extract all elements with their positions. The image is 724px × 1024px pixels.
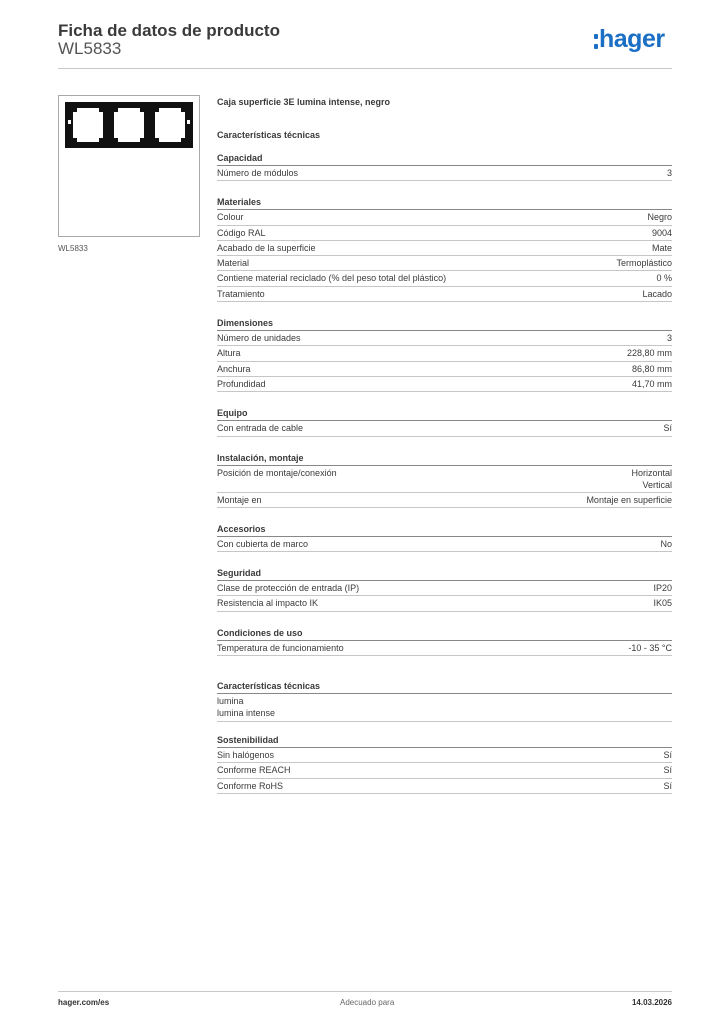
spec-value-line: Sí — [663, 780, 672, 791]
spec-value — [647, 211, 672, 223]
spec-section — [217, 567, 672, 612]
footer-website-link[interactable]: hager.com/es — [58, 998, 110, 1007]
spec-value — [631, 467, 672, 491]
sustainability-section — [217, 734, 672, 794]
product-name: Caja superficie 3E lumina intense, negro — [217, 97, 391, 107]
features-list — [217, 694, 672, 722]
section-title: Accesorios — [217, 523, 672, 537]
frame-3-gang-icon — [59, 96, 199, 236]
spec-value-line: Sí — [663, 750, 672, 761]
spec-label: Posición de montaje/conexión — [217, 467, 337, 478]
spec-row — [217, 596, 672, 611]
logo-text: hager — [599, 25, 665, 53]
spec-value — [663, 764, 672, 776]
spec-label: Número de unidades — [217, 333, 301, 344]
spec-label: Conforme REACH — [217, 765, 291, 776]
spec-value — [652, 227, 672, 239]
spec-section — [217, 317, 672, 392]
spec-value — [660, 538, 672, 550]
spec-value — [652, 242, 672, 254]
spec-value-line: Vertical — [642, 479, 672, 490]
spec-row — [217, 779, 672, 794]
spec-value — [667, 332, 672, 344]
spec-label: Número de módulos — [217, 168, 299, 178]
spec-value — [663, 780, 672, 792]
spec-sections — [217, 152, 672, 656]
section-title: Condiciones de uso — [217, 627, 672, 641]
spec-content — [217, 96, 672, 794]
page-title: Ficha de datos de producto — [58, 21, 280, 40]
spec-value — [642, 288, 672, 300]
spec-row — [217, 226, 672, 241]
spec-value — [667, 167, 672, 179]
feature-item: lumina — [217, 696, 244, 707]
spec-value-line: 41,70 mm — [631, 378, 672, 389]
spec-value-line: 9004 — [651, 227, 672, 238]
spec-row — [217, 287, 672, 302]
spec-section — [217, 452, 672, 508]
spec-label: Altura — [217, 348, 241, 359]
spec-section — [217, 407, 672, 436]
spec-value-line: Negro — [647, 212, 672, 223]
spec-row — [217, 537, 672, 552]
spec-row — [217, 271, 672, 286]
spec-row — [217, 362, 672, 377]
spec-value-line: 228,80 mm — [626, 348, 672, 359]
spec-value — [586, 494, 672, 506]
spec-label: Conforme RoHS — [217, 780, 284, 791]
footer-suitable-for: Adecuado para — [340, 998, 395, 1007]
features-title: Características técnicas — [217, 680, 672, 694]
spec-section — [217, 152, 672, 181]
spec-section — [217, 627, 672, 656]
spec-value — [616, 257, 672, 269]
sustainability-rows — [217, 748, 672, 794]
spec-value — [663, 749, 672, 761]
spec-row — [217, 241, 672, 256]
spec-label: Sin halógenos — [217, 750, 275, 761]
spec-label: Colour — [217, 212, 244, 223]
spec-row — [217, 210, 672, 225]
spec-row — [217, 493, 672, 508]
spec-value-line: Sí — [663, 423, 672, 434]
spec-value-line: -10 - 35 °C — [628, 642, 672, 653]
spec-label: Clase de protección de entrada (IP) — [217, 583, 360, 594]
spec-value — [632, 363, 672, 375]
spec-label: Con cubierta de marco — [217, 538, 309, 549]
spec-label: Anchura — [217, 363, 251, 374]
section-title: Equipo — [217, 407, 672, 421]
product-code: WL5833 — [58, 39, 122, 58]
features-section — [217, 680, 672, 722]
spec-label: Contiene material reciclado (% del peso total del plástico) — [217, 273, 447, 284]
spec-label: Resistencia al impacto IK — [217, 598, 319, 609]
spec-label: Con entrada de cable — [217, 423, 304, 434]
spec-row — [217, 763, 672, 778]
spec-label: Profundidad — [217, 378, 266, 389]
spec-label: Tratamiento — [217, 288, 265, 299]
spec-value-line: Montaje en superficie — [586, 494, 672, 505]
spec-value-line: No — [660, 538, 672, 549]
spec-label: Montaje en — [217, 494, 262, 505]
spec-value-line: 86,80 mm — [631, 363, 672, 374]
spec-row — [217, 641, 672, 656]
spec-value-line: Sí — [663, 765, 672, 776]
tech-heading: Características técnicas — [217, 130, 321, 140]
spec-value-line: Lacado — [642, 288, 672, 299]
spec-row — [217, 581, 672, 596]
spec-label: Temperatura de funcionamiento — [217, 642, 344, 653]
spec-value-line: IK05 — [653, 598, 672, 609]
spec-value — [653, 582, 672, 594]
spec-row — [217, 166, 672, 181]
spec-value — [628, 642, 672, 654]
header-divider — [58, 68, 672, 69]
spec-row — [217, 421, 672, 436]
spec-row — [217, 466, 672, 493]
spec-value-line: IP20 — [653, 583, 672, 594]
spec-value-line: Horizontal — [631, 467, 672, 478]
image-caption: WL5833 — [58, 244, 88, 253]
footer-divider — [58, 991, 672, 992]
spec-row — [217, 331, 672, 346]
spec-value-line: 3 — [666, 168, 672, 178]
spec-value-line: Termoplástico — [616, 258, 672, 269]
section-title: Instalación, montaje — [217, 452, 672, 466]
spec-value — [653, 597, 672, 609]
spec-value — [663, 422, 672, 434]
spec-label: Acabado de la superficie — [217, 242, 316, 253]
section-title: Capacidad — [217, 152, 672, 166]
footer-date: 14.03.2026 — [631, 998, 672, 1007]
spec-value — [656, 272, 672, 284]
spec-row — [217, 256, 672, 271]
section-title: Materiales — [217, 196, 672, 210]
spec-row — [217, 377, 672, 392]
product-image — [58, 95, 200, 237]
spec-label: Material — [217, 258, 250, 269]
spec-value-line: 3 — [666, 333, 672, 344]
logo-dots-icon — [594, 34, 598, 50]
spec-value-line: 0 % — [656, 273, 672, 284]
spec-section — [217, 196, 672, 302]
spec-section — [217, 523, 672, 552]
spec-value — [627, 347, 672, 359]
spec-label: Código RAL — [217, 227, 266, 238]
section-title: Seguridad — [217, 567, 672, 581]
sustainability-title: Sostenibilidad — [217, 734, 672, 748]
section-title: Dimensiones — [217, 317, 672, 331]
spec-value — [632, 378, 672, 390]
spec-value-line: Mate — [651, 242, 672, 253]
feature-item: lumina intense — [217, 708, 276, 719]
spec-row — [217, 346, 672, 361]
spec-row — [217, 748, 672, 763]
